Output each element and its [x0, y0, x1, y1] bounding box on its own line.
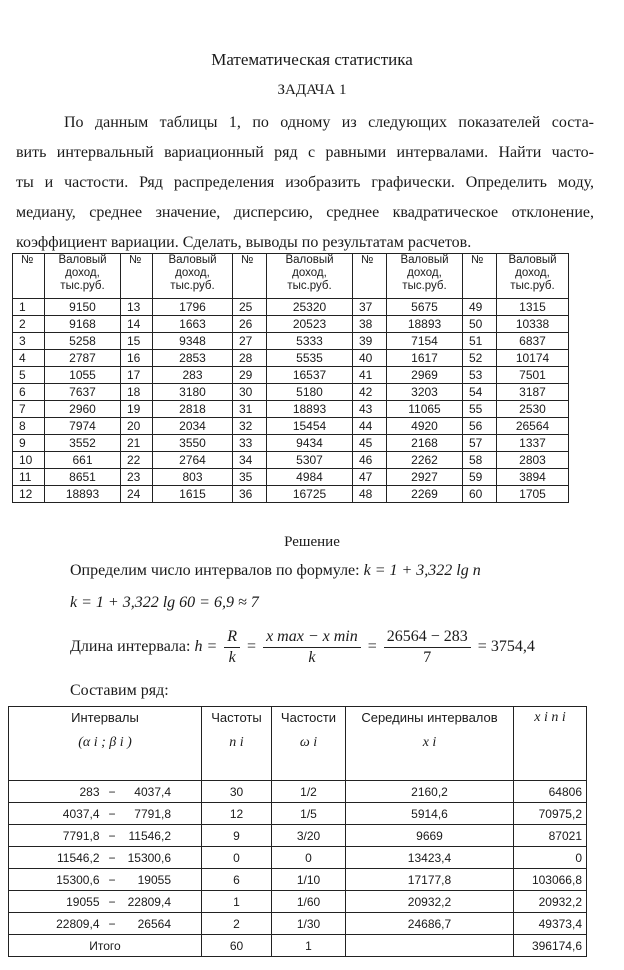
table-row: [9, 781, 587, 803]
income-value: 7637: [45, 384, 121, 401]
income-value: 3550: [153, 435, 233, 452]
income-value: 7501: [497, 367, 569, 384]
row-number: 34: [233, 452, 267, 469]
column-header: Валовый доход, тыс.руб.: [153, 254, 233, 299]
series-caption: Составим ряд:: [70, 682, 169, 699]
row-number: 14: [121, 316, 153, 333]
income-value: 2969: [387, 367, 463, 384]
column-header-relative-frequencies: Частости ω i: [272, 707, 346, 781]
income-value: 2803: [497, 452, 569, 469]
midpoint-value: 13423,4: [346, 847, 514, 869]
table-row: [13, 367, 569, 384]
row-number: 13: [121, 299, 153, 316]
column-header: Валовый доход, тыс.руб.: [45, 254, 121, 299]
product-value: 0: [514, 847, 587, 869]
income-value: 1663: [153, 316, 233, 333]
column-header: №: [121, 254, 153, 299]
row-number: 37: [353, 299, 387, 316]
income-value: 2530: [497, 401, 569, 418]
table-row: [13, 384, 569, 401]
product-value: 64806: [514, 781, 587, 803]
row-number: 21: [121, 435, 153, 452]
income-value: 25320: [267, 299, 353, 316]
interval-lower: 22809,4: [9, 913, 104, 935]
row-number: 27: [233, 333, 267, 350]
income-value: 26564: [497, 418, 569, 435]
problem-line: коэффициент вариации. Сделать, выводы по результатам расчетов.: [16, 234, 472, 251]
income-value: 3552: [45, 435, 121, 452]
income-value: 15454: [267, 418, 353, 435]
income-value: 2787: [45, 350, 121, 367]
row-number: 32: [233, 418, 267, 435]
row-number: 19: [121, 401, 153, 418]
interval-upper-value: 4037,4: [134, 784, 171, 799]
formula-expression: k = 1 + 3,322 lg 60 = 6,9 ≈ 7: [70, 594, 259, 611]
row-number: 47: [353, 469, 387, 486]
income-value: 5180: [267, 384, 353, 401]
row-number: 49: [463, 299, 497, 316]
row-number: 46: [353, 452, 387, 469]
product-symbol: x i n i: [534, 710, 566, 725]
income-value: 2262: [387, 452, 463, 469]
total-frequency: 60: [202, 935, 272, 957]
income-value: 4920: [387, 418, 463, 435]
problem-line: медиану, среднее значение, дисперсию, среднее квадратическое отклонение,: [16, 204, 594, 221]
income-value: 3187: [497, 384, 569, 401]
interval-dash: −: [108, 828, 116, 843]
income-value: 1315: [497, 299, 569, 316]
table-row: [13, 486, 569, 503]
row-number: 17: [121, 367, 153, 384]
row-number: 12: [13, 486, 45, 503]
income-data-table: [12, 253, 569, 503]
table-row: [9, 803, 587, 825]
row-number: 41: [353, 367, 387, 384]
column-header: Валовый доход, тыс.руб.: [267, 254, 353, 299]
income-value: 2853: [153, 350, 233, 367]
interval-dash: −: [108, 916, 116, 931]
product-value: 87021: [514, 825, 587, 847]
row-number: 7: [13, 401, 45, 418]
income-value: 7974: [45, 418, 121, 435]
frequency-value: 6: [202, 869, 272, 891]
table-header-row: [13, 254, 569, 299]
income-value: 803: [153, 469, 233, 486]
income-value: 10338: [497, 316, 569, 333]
column-header-product: [514, 707, 587, 781]
income-value: 661: [45, 452, 121, 469]
interval-lower: 11546,2: [9, 847, 104, 869]
table-row: [13, 469, 569, 486]
interval-dash: −: [108, 894, 116, 909]
row-number: 25: [233, 299, 267, 316]
income-value: 4984: [267, 469, 353, 486]
interval-upper: [104, 803, 202, 825]
table-row: [9, 891, 587, 913]
row-number: 44: [353, 418, 387, 435]
relative-frequency-value: 3/20: [272, 825, 346, 847]
column-header: №: [353, 254, 387, 299]
fraction-xmax-xmin: [263, 627, 361, 668]
row-number: 36: [233, 486, 267, 503]
product-value: 70975,2: [514, 803, 587, 825]
interval-lower: 4037,4: [9, 803, 104, 825]
income-value: 1337: [497, 435, 569, 452]
relative-frequency-value: 1/5: [272, 803, 346, 825]
fraction-numerator: R: [224, 627, 240, 648]
row-number: 18: [121, 384, 153, 401]
formula-text: Длина интервала:: [70, 638, 191, 656]
total-row: [9, 935, 587, 957]
total-midpoint-empty: [346, 935, 514, 957]
income-value: 2960: [45, 401, 121, 418]
relative-frequency-value: 1/30: [272, 913, 346, 935]
row-number: 5: [13, 367, 45, 384]
row-number: 9: [13, 435, 45, 452]
interval-upper-value: 15300,6: [127, 850, 171, 865]
interval-lower: 7791,8: [9, 825, 104, 847]
midpoint-value: 2160,2: [346, 781, 514, 803]
table-row: [13, 299, 569, 316]
interval-upper-value: 22809,4: [127, 894, 171, 909]
product-value: 49373,4: [514, 913, 587, 935]
interval-upper-value: 19055: [137, 872, 171, 887]
total-product: 396174,6: [514, 935, 587, 957]
frequency-value: 30: [202, 781, 272, 803]
table-header-row: [9, 707, 587, 781]
fraction-numerator: x max − x min: [263, 627, 361, 648]
relative-frequency-value: 1/10: [272, 869, 346, 891]
interval-lower: 15300,6: [9, 869, 104, 891]
row-number: 60: [463, 486, 497, 503]
column-header-intervals: Интервалы (α i ; β i ): [9, 707, 202, 781]
table-row: [13, 452, 569, 469]
interval-upper: [104, 891, 202, 913]
income-value: 10174: [497, 350, 569, 367]
income-value: 20523: [267, 316, 353, 333]
interval-dash: −: [108, 872, 116, 887]
income-value: 9434: [267, 435, 353, 452]
table-row: [13, 401, 569, 418]
row-number: 3: [13, 333, 45, 350]
formula-h: h =: [194, 638, 218, 656]
column-header: №: [233, 254, 267, 299]
relative-frequency-value: 1/60: [272, 891, 346, 913]
row-number: 38: [353, 316, 387, 333]
row-number: 28: [233, 350, 267, 367]
income-value: 1796: [153, 299, 233, 316]
income-value: 283: [153, 367, 233, 384]
income-value: 2168: [387, 435, 463, 452]
income-value: 18893: [387, 316, 463, 333]
row-number: 40: [353, 350, 387, 367]
solution-heading: Решение: [284, 534, 340, 550]
table-row: [13, 350, 569, 367]
income-value: 2927: [387, 469, 463, 486]
problem-line: По данным таблицы 1, по одному из следующих показателей соста-: [64, 114, 594, 131]
income-value: 11065: [387, 401, 463, 418]
income-value: 5333: [267, 333, 353, 350]
interval-lower: 283: [9, 781, 104, 803]
row-number: 26: [233, 316, 267, 333]
table-row: [13, 418, 569, 435]
row-number: 22: [121, 452, 153, 469]
row-number: 45: [353, 435, 387, 452]
income-value: 9168: [45, 316, 121, 333]
midpoint-value: 5914,6: [346, 803, 514, 825]
income-value: 16725: [267, 486, 353, 503]
income-value: 2764: [153, 452, 233, 469]
row-number: 20: [121, 418, 153, 435]
row-number: 15: [121, 333, 153, 350]
table-row: [9, 869, 587, 891]
formula-result: = 3754,4: [477, 638, 535, 656]
income-value: 1705: [497, 486, 569, 503]
income-value: 18893: [267, 401, 353, 418]
row-number: 30: [233, 384, 267, 401]
formula-intervals: [70, 562, 481, 580]
income-value: 5675: [387, 299, 463, 316]
income-value: 2269: [387, 486, 463, 503]
interval-series-table: [8, 706, 587, 957]
interval-upper: [104, 781, 202, 803]
row-number: 54: [463, 384, 497, 401]
row-number: 59: [463, 469, 497, 486]
row-number: 2: [13, 316, 45, 333]
row-number: 53: [463, 367, 497, 384]
frequency-symbol: n i: [229, 735, 244, 750]
product-value: 103066,8: [514, 869, 587, 891]
interval-dash: −: [108, 850, 116, 865]
formula-expression: k = 1 + 3,322 lg n: [363, 562, 481, 579]
income-value: 3894: [497, 469, 569, 486]
income-value: 5307: [267, 452, 353, 469]
row-number: 29: [233, 367, 267, 384]
task-heading: ЗАДАЧА 1: [277, 82, 347, 98]
column-header-frequencies: Частоты n i: [202, 707, 272, 781]
relative-frequency-value: 0: [272, 847, 346, 869]
row-number: 24: [121, 486, 153, 503]
interval-lower: 19055: [9, 891, 104, 913]
row-number: 8: [13, 418, 45, 435]
row-number: 10: [13, 452, 45, 469]
midpoint-symbol: x i: [422, 735, 437, 750]
row-number: 6: [13, 384, 45, 401]
income-value: 1615: [153, 486, 233, 503]
row-number: 31: [233, 401, 267, 418]
row-number: 58: [463, 452, 497, 469]
frequency-value: 9: [202, 825, 272, 847]
income-value: 9150: [45, 299, 121, 316]
problem-statement: [16, 108, 594, 258]
income-value: 3203: [387, 384, 463, 401]
midpoint-value: 20932,2: [346, 891, 514, 913]
income-value: 18893: [45, 486, 121, 503]
relative-frequency-value: 1/2: [272, 781, 346, 803]
document-title: Математическая статистика: [211, 50, 413, 69]
fraction-denominator: k: [308, 649, 316, 666]
table-row: [13, 333, 569, 350]
interval-upper: [104, 913, 202, 935]
interval-upper-value: 26564: [137, 916, 171, 931]
income-value: 6837: [497, 333, 569, 350]
row-number: 35: [233, 469, 267, 486]
column-header: Валовый доход, тыс.руб.: [387, 254, 463, 299]
column-header: Валовый доход, тыс.руб.: [497, 254, 569, 299]
table-row: [13, 435, 569, 452]
row-number: 52: [463, 350, 497, 367]
income-value: 2818: [153, 401, 233, 418]
income-value: 5535: [267, 350, 353, 367]
problem-line: вить интервальный вариационный ряд с равными интервалами. Найти часто-: [16, 144, 594, 161]
row-number: 39: [353, 333, 387, 350]
interval-upper: [104, 869, 202, 891]
income-value: 7154: [387, 333, 463, 350]
interval-upper: [104, 825, 202, 847]
product-value: 20932,2: [514, 891, 587, 913]
row-number: 56: [463, 418, 497, 435]
column-header: №: [463, 254, 497, 299]
row-number: 43: [353, 401, 387, 418]
row-number: 11: [13, 469, 45, 486]
problem-line: ты и частости. Ряд распределения изобразить графически. Определить моду,: [16, 174, 594, 191]
income-value: 1055: [45, 367, 121, 384]
income-value: 1617: [387, 350, 463, 367]
table-row: [9, 913, 587, 935]
frequency-value: 1: [202, 891, 272, 913]
interval-dash: −: [108, 806, 116, 821]
interval-upper-value: 11546,2: [128, 828, 171, 843]
row-number: 33: [233, 435, 267, 452]
frequency-value: 0: [202, 847, 272, 869]
interval-upper: [104, 847, 202, 869]
frequency-value: 12: [202, 803, 272, 825]
formula-text: Определим число интервалов по формуле:: [70, 562, 360, 579]
midpoint-value: 9669: [346, 825, 514, 847]
column-header-midpoints: Середины интервалов x i: [346, 707, 514, 781]
income-value: 9348: [153, 333, 233, 350]
income-value: 8651: [45, 469, 121, 486]
total-relative-frequency: 1: [272, 935, 346, 957]
income-value: 5258: [45, 333, 121, 350]
income-value: 2034: [153, 418, 233, 435]
row-number: 57: [463, 435, 497, 452]
row-number: 50: [463, 316, 497, 333]
row-number: 4: [13, 350, 45, 367]
fraction-numerator: 26564 − 283: [384, 627, 471, 648]
row-number: 1: [13, 299, 45, 316]
total-label: Итого: [9, 935, 202, 957]
formula-intervals-computed: [70, 594, 259, 612]
interval-upper-value: 7791,8: [134, 806, 171, 821]
table-row: [9, 847, 587, 869]
row-number: 16: [121, 350, 153, 367]
fraction-denominator: 7: [423, 649, 432, 666]
interval-dash: −: [108, 784, 116, 799]
relative-frequency-symbol: ω i: [299, 735, 318, 750]
row-number: 55: [463, 401, 497, 418]
income-value: 3180: [153, 384, 233, 401]
fraction-denominator: k: [228, 649, 236, 666]
income-value: 16537: [267, 367, 353, 384]
table-row: [13, 316, 569, 333]
row-number: 42: [353, 384, 387, 401]
row-number: 48: [353, 486, 387, 503]
frequency-value: 2: [202, 913, 272, 935]
intervals-symbol: (α i ; β i ): [78, 735, 132, 750]
fraction-r-k: [224, 627, 240, 668]
midpoint-value: 24686,7: [346, 913, 514, 935]
row-number: 51: [463, 333, 497, 350]
midpoint-value: 17177,8: [346, 869, 514, 891]
row-number: 23: [121, 469, 153, 486]
fraction-values: [384, 627, 471, 668]
table-row: [9, 825, 587, 847]
formula-interval-length: Длина интервала: h = $\frac{R}{k}$ = $\frac{\text{x max − x min}}{k}$ = $\frac{26564 - 283}{7}$ = 3754,4: [70, 628, 535, 666]
column-header: №: [13, 254, 45, 299]
